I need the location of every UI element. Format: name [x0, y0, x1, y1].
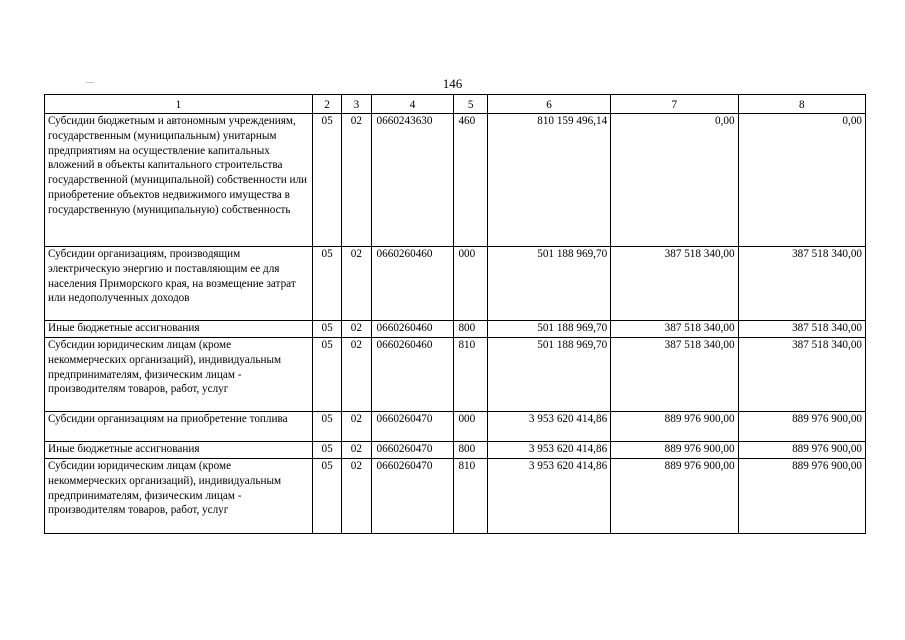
row-subsection: 02 — [342, 442, 371, 459]
row-amount-col8: 387 518 340,00 — [738, 338, 865, 412]
row-subsection: 02 — [342, 459, 371, 534]
row-amount-col7: 387 518 340,00 — [611, 338, 738, 412]
row-section: 05 — [312, 338, 341, 412]
row-description: Иные бюджетные ассигнования — [45, 442, 313, 459]
row-amount-col7: 0,00 — [611, 114, 738, 247]
header-col-7: 7 — [611, 95, 738, 114]
row-subsection: 02 — [342, 321, 371, 338]
row-expense-type: 810 — [454, 338, 487, 412]
header-col-1: 1 — [45, 95, 313, 114]
row-subsection: 02 — [342, 114, 371, 247]
table-row — [45, 247, 866, 321]
header-col-8: 8 — [738, 95, 865, 114]
row-section: 05 — [312, 412, 341, 442]
row-subsection: 02 — [342, 247, 371, 321]
row-amount-col7: 387 518 340,00 — [611, 247, 738, 321]
row-amount-col8: 889 976 900,00 — [738, 412, 865, 442]
row-target-article: 0660260470 — [371, 442, 454, 459]
row-description: Субсидии организациям на приобретение топлива — [45, 412, 313, 442]
row-subsection: 02 — [342, 338, 371, 412]
table-row — [45, 114, 866, 247]
row-amount-col6: 810 159 496,14 — [487, 114, 610, 247]
row-expense-type: 800 — [454, 442, 487, 459]
row-amount-col8: 387 518 340,00 — [738, 247, 865, 321]
table-row — [45, 459, 866, 534]
header-col-2: 2 — [312, 95, 341, 114]
row-target-article: 0660260460 — [371, 321, 454, 338]
table-row — [45, 442, 866, 459]
row-amount-col8: 387 518 340,00 — [738, 321, 865, 338]
row-subsection: 02 — [342, 412, 371, 442]
row-expense-type: 810 — [454, 459, 487, 534]
row-expense-type: 000 — [454, 412, 487, 442]
row-amount-col7: 889 976 900,00 — [611, 412, 738, 442]
budget-table — [44, 94, 866, 534]
row-section: 05 — [312, 114, 341, 247]
page-number: 146 — [442, 76, 463, 91]
header-col-6: 6 — [487, 95, 610, 114]
row-section: 05 — [312, 247, 341, 321]
row-amount-col7: 387 518 340,00 — [611, 321, 738, 338]
header-col-5: 5 — [454, 95, 487, 114]
row-expense-type: 000 — [454, 247, 487, 321]
row-description: Субсидии юридическим лицам (кроме некоммерческих организаций), индивидуальным предпринимателям, физическим лицам - производителям товаров, работ, услуг — [45, 459, 313, 534]
row-description: Субсидии юридическим лицам (кроме некоммерческих организаций), индивидуальным предпринимателям, физическим лицам - производителям товаров, работ, услуг — [45, 338, 313, 412]
row-amount-col6: 3 953 620 414,86 — [487, 459, 610, 534]
row-expense-type: 460 — [454, 114, 487, 247]
row-amount-col7: 889 976 900,00 — [611, 442, 738, 459]
row-amount-col8: 889 976 900,00 — [738, 442, 865, 459]
row-amount-col6: 501 188 969,70 — [487, 247, 610, 321]
row-amount-col7: 889 976 900,00 — [611, 459, 738, 534]
row-amount-col6: 501 188 969,70 — [487, 321, 610, 338]
header-col-4: 4 — [371, 95, 454, 114]
row-amount-col6: 501 188 969,70 — [487, 338, 610, 412]
row-target-article: 0660260470 — [371, 412, 454, 442]
header-col-3: 3 — [342, 95, 371, 114]
row-target-article: 0660260460 — [371, 247, 454, 321]
table-row — [45, 338, 866, 412]
row-target-article: 0660243630 — [371, 114, 454, 247]
row-amount-col8: 0,00 — [738, 114, 865, 247]
table-row — [45, 321, 866, 338]
table-row — [45, 412, 866, 442]
row-amount-col6: 3 953 620 414,86 — [487, 412, 610, 442]
row-description: Иные бюджетные ассигнования — [45, 321, 313, 338]
row-section: 05 — [312, 442, 341, 459]
row-description: Субсидии организациям, производящим электрическую энергию и поставляющим ее для населения Приморского края, на возмещение затрат или недополученных доходов — [45, 247, 313, 321]
row-section: 05 — [312, 321, 341, 338]
row-description: Субсидии бюджетным и автономным учреждениям, государственным (муниципальным) унитарным предприятиям на осуществление капитальных вложений в объекты капитального строительства государственной (муниципальной) собственности или приобретение объектов недвижимого имущества в государственную (муниципальную) собственность — [45, 114, 313, 247]
header-row — [45, 95, 866, 114]
row-amount-col8: 889 976 900,00 — [738, 459, 865, 534]
row-expense-type: 800 — [454, 321, 487, 338]
row-target-article: 0660260470 — [371, 459, 454, 534]
row-target-article: 0660260460 — [371, 338, 454, 412]
row-amount-col6: 3 953 620 414,86 — [487, 442, 610, 459]
row-section: 05 — [312, 459, 341, 534]
